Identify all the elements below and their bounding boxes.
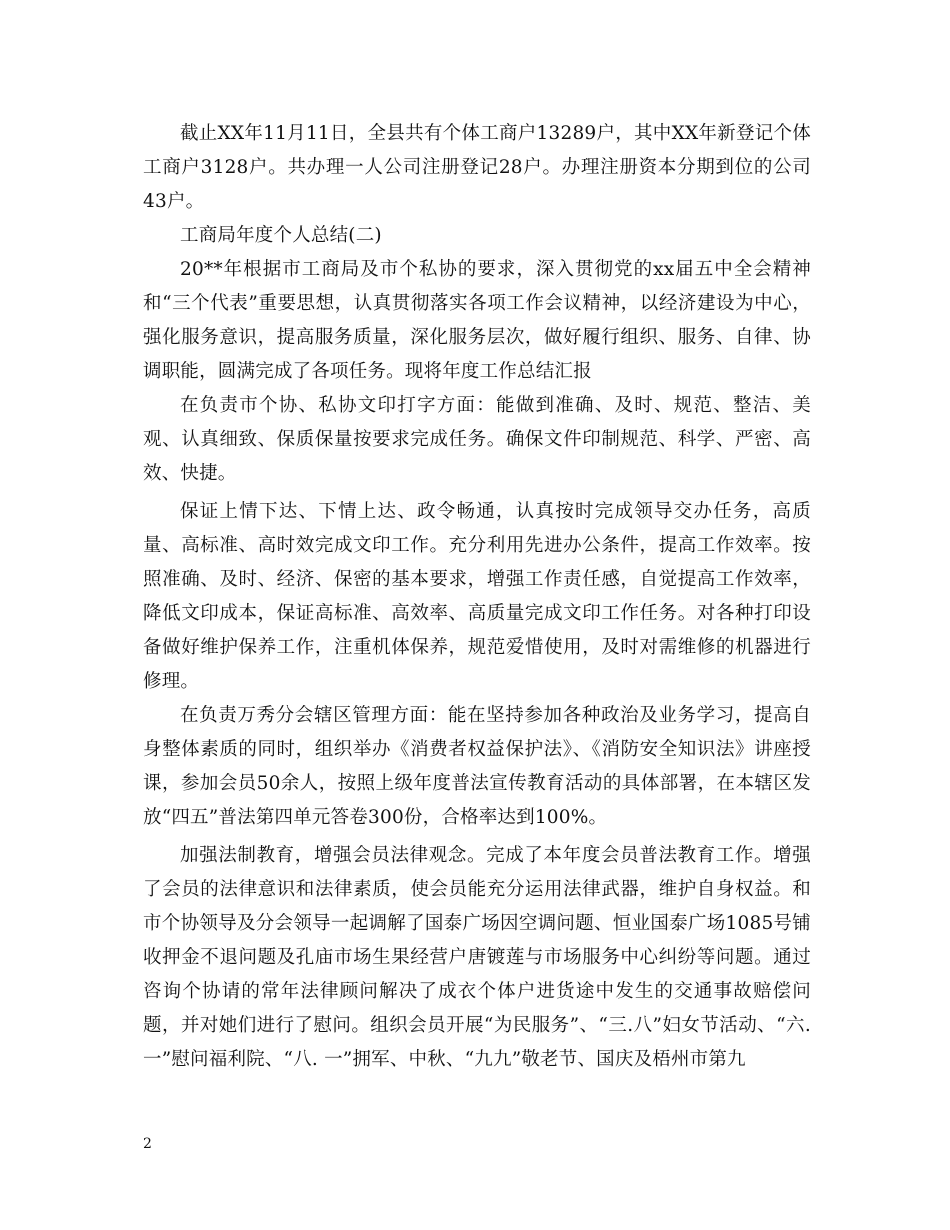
page-number: 2	[143, 1136, 152, 1152]
document-body	[143, 117, 811, 1077]
paragraph-legal-education: 加强法制教育，增强会员法律观念。完成了本年度会员普法教育工作。增强了会员的法律意识和法律素质，使会员能充分运用法律武器，维护自身权益。和市个协领导及分会领导一起调解了国泰广场因空调问题、恒业国泰广场1085号铺收押金不退问题及孔庙市场生果经营户唐镀莲与市场服务中心纠纷等问题。通过咨询个协请的常年法律顾问解决了成衣个体户进货途中发生的交通事故赔偿问题，并对她们进行了慰问。组织会员开展“为民服务”、“三.八”妇女节活动、“六.一”慰问福利院、“八. 一”拥军、中秋、“九九”敬老节、国庆及梧州市第九	[143, 845, 811, 1070]
paragraph-document-quality: 保证上情下达、下情上达、政令畅通，认真按时完成领导交办任务，高质量、高标准、高时效完成文印工作。充分利用先进办公条件，提高工作效率。按照准确、及时、经济、保密的基本要求，增强工作责任感，自觉提高工作效率，降低文印成本，保证高标准、高效率、高质量完成文印工作任务。对各种打印设备做好维护保养工作，注重机体保养，规范爱惜使用，及时对需维修的机器进行修理。	[143, 501, 811, 692]
paragraph-typing-work: 在负责市个协、私协文印打字方面：能做到准确、及时、规范、整洁、美观、认真细致、保质保量按要求完成任务。确保文件印制规范、科学、严密、高效、快捷。	[143, 395, 811, 484]
section-heading: 工商局年度个人总结(二)	[180, 225, 382, 246]
paragraph-introduction: 20**年根据市工商局及市个私协的要求，深入贯彻党的xx届五中全会精神和“三个代表”重要思想，认真贯彻落实各项工作会议精神，以经济建设为中心，强化服务意识，提高服务质量，深化服务层次，做好履行组织、服务、自律、协调职能，圆满完成了各项任务。现将年度工作总结汇报	[143, 259, 811, 382]
paragraph-registration-stats: 截止XX年11月11日，全县共有个体工商户13289户，其中XX年新登记个体工商户3128户。共办理一人公司注册登记28户。办理注册资本分期到位的公司43户。	[143, 123, 811, 212]
paragraph-branch-management: 在负责万秀分会辖区管理方面：能在坚持参加各种政治及业务学习，提高自身整体素质的同时，组织举办《消费者权益保护法》、《消防安全知识法》讲座授课，参加会员50余人，按照上级年度普法宣传教育活动的具体部署，在本辖区发放“四五”普法第四单元答卷300份，合格率达到100%。	[143, 705, 811, 828]
